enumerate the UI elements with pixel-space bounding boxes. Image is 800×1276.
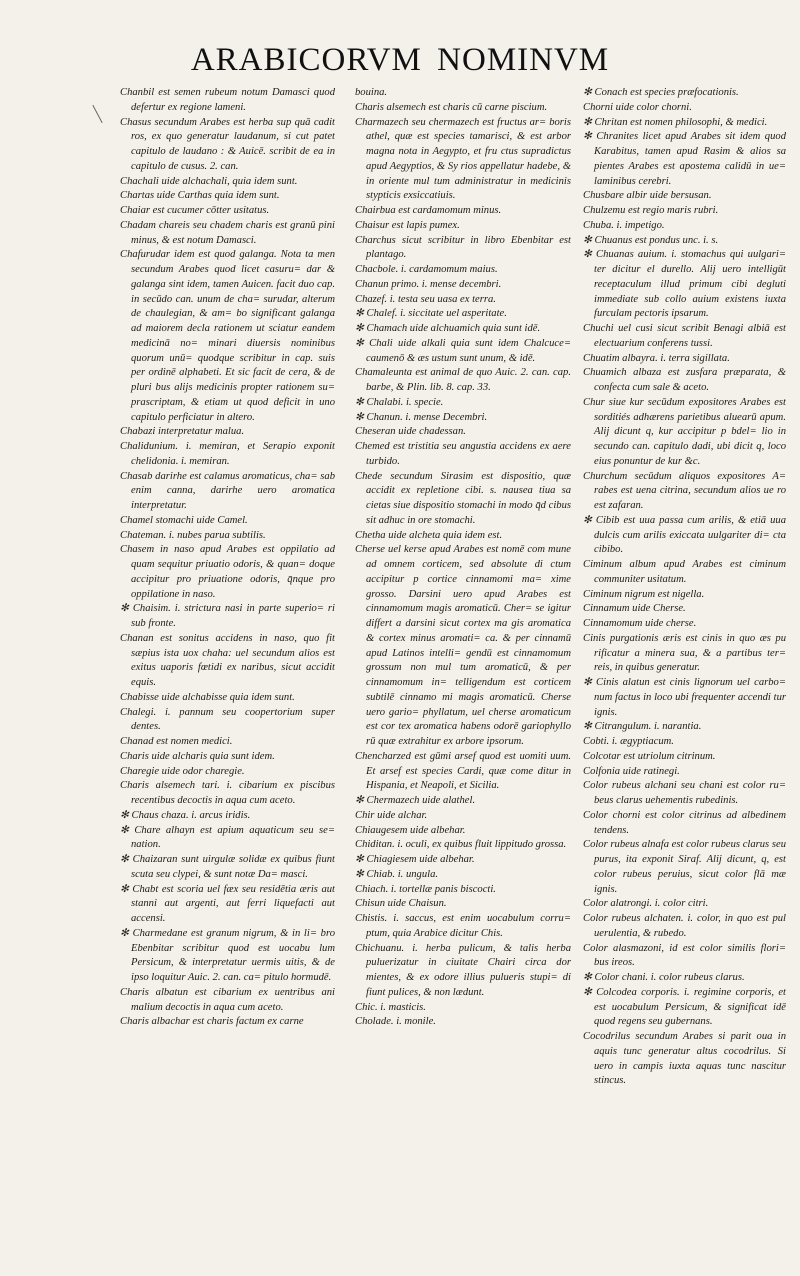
glossary-entry: ✻ Chranites licet apud Arabes sit idem quod Karabitus, tamen apud Rasim & alios sa pientes Arabes est apostema calidū in ue= laminibus cerebri. — [583, 131, 786, 187]
glossary-entry: Color alatrongi. i. color citri. — [583, 898, 709, 910]
glossary-entry: ✻ Chaus chaza. i. arcus iridis. — [120, 809, 251, 821]
glossary-entry: Chuchi uel cusi sicut scribit Benagi albiā est electuarium conferens tussi. — [583, 323, 786, 349]
glossary-entry: Charis albatun est cibarium ex uentribus ani malium decoctis in aqua cum aceto. — [120, 986, 335, 1013]
glossary-entry: Chanan est sonitus accidens in naso, quo fit sæpius ista uox chaha: uel secundum alios est exitus uaporis fœtidi ex naribus, sicut accidit equis. — [120, 632, 335, 688]
glossary-entry: Chorni uide color chorni. — [583, 101, 692, 113]
glossary-entry: Chaisur est lapis pumex. — [355, 219, 460, 231]
glossary-entry: Chanbil est semen rubeum notum Damasci quod defertur ex regione lameni. — [120, 87, 335, 113]
glossary-entry: Chadam chareis seu chadem charis est granū pini minus, & est notum Damasci. — [120, 219, 335, 246]
glossary-entry: ✻ Chaizaran sunt uirgulæ solidæ ex quibus fiunt scuta seu clypei, & sunt notæ Da= masci. — [120, 854, 335, 880]
glossary-entry: Charmazech seu chermazech est fructus ar= boris athel, quæ est species tamarisci, & est arbor magna nota in Aegypto, et fru ctus supradictus apud Aegyptios, & Sy rios appellatur hadebe, & in oriente mul tum administratur in medicinis stypticis exsiccatiuis. — [355, 116, 571, 202]
glossary-entry: Chistis. i. saccus, est enim uocabulum corru= ptum, quia Arabice dicitur Chis. — [355, 913, 571, 939]
glossary-entry: ✻ Chamach uide alchuamich quia sunt idē. — [355, 323, 541, 334]
glossary-entry: Chuamich albaza est zusfara præparata, & confecta cum sale & aceto. — [583, 367, 786, 393]
glossary-entry: Chusbare albir uide bersusan. — [583, 190, 712, 202]
glossary-entry: ✻ Chali uide alkali quia sunt idem Chalcuce= caumenō & æs ustum sunt unum, & idē. — [355, 337, 571, 364]
glossary-entry: Chalegi. i. pannum seu coopertorium super dentes. — [120, 706, 335, 733]
glossary-entry: Chaiar est cucumer cōtter usitatus. — [120, 205, 270, 216]
glossary-entry: bouina. — [355, 87, 388, 98]
glossary-entry: Cinis purgationis æris est cinis in quo æs pu rificatur a minera sua, & a partibus ter= reis, in quibus generatur. — [583, 632, 786, 674]
glossary-entry: Chamel stomachi uide Camel. — [120, 514, 248, 526]
glossary-entry: ✻ Chanun. i. mense Decembri. — [355, 411, 488, 423]
glossary-entry: Chulzemu est regio maris rubri. — [583, 205, 719, 216]
margin-stroke — [92, 105, 102, 123]
glossary-entry: Color chorni est color citrinus ad albedinem tendens. — [583, 809, 786, 836]
glossary-entry: ✻ Color chani. i. color rubeus clarus. — [583, 972, 745, 983]
glossary-entry: Chetha uide alcheta quia idem est. — [355, 529, 503, 541]
glossary-entry: ✻ Chuanas auium. i. stomachus qui uulgari= ter dicitur el durello. Alij uero intelligūt receptaculum illud primum cibi degluti immediate sub collo auium existens iuxta furculam pectoris ipsarum. — [583, 249, 786, 320]
glossary-entry: Chafurudar idem est quod galanga. Nota ta men secundum Arabes quod licet casuru= dar & galanga sint idem, tamen Auicen. facit duo cap. in secūdo can. unum de cha= surudar, alterum de chaulegian, & am= bo significant galanga ad maiorem decla rationem ut sciatur eandem medicinā no= minari diuersis nominibus quorum unū= quodque scribitur in cap. suis per ordinē alphabeti. Et sic facit de cera, & de pluri bus alijs medicinis propter rationem su= prascriptam, & etiam ut quod deficit in uno capitulo perficiatur in altero. — [120, 249, 335, 423]
glossary-entry: Cobti. i. ægyptiacum. — [583, 736, 674, 747]
glossary-entry: Cinnamomum uide cherse. — [583, 618, 697, 629]
glossary-entry: ✻ Chritan est nomen philosophi, & medici. — [583, 116, 768, 128]
glossary-entry: ✻ Chuanus est pondus unc. i. s. — [583, 234, 719, 246]
glossary-entry: Chasab darirhe est calamus aromaticus, cha= sab enim canna, darirhe uero aromatica interpretatur. — [120, 470, 335, 511]
glossary-entry: Chamaleunta est animal de quo Auic. 2. can. cap. barbe, & Plin. lib. 8. cap. 33. — [355, 367, 571, 393]
glossary-entry: ✻ Chare alhayn est apium aquaticum seu se= nation. — [120, 824, 335, 851]
glossary-entry: Chasus secundum Arabes est herba sup quā cadit ros, ex quo generatur laudanum, si cut patet capitulo de laudano : & Auicē. scribit de ea in capitulo de cusus. 2. can. — [120, 116, 335, 172]
glossary-entry: ✻ Chalef. i. siccitate uel asperitate. — [355, 308, 507, 320]
glossary-entry: ✻ Chiab. i. ungula. — [355, 868, 439, 880]
glossary-entry: Chacbole. i. cardamomum maius. — [355, 264, 498, 275]
glossary-entry: Chic. i. masticis. — [355, 1001, 426, 1013]
glossary-entry: Chuatim albayra. i. terra sigillata. — [583, 352, 730, 364]
glossary-entry: Chisun uide Chaisun. — [355, 898, 447, 910]
glossary-entry: Chazef. i. testa seu uasa ex terra. — [355, 293, 496, 305]
text-column-3 — [583, 86, 786, 1256]
glossary-entry: Churchum secūdum aliquos expositores A= rabes est uena citrina, secundum alios ue ro est zafaran. — [583, 470, 786, 511]
glossary-entry: Chur siue kur secūdum expositores Arabes est sorditiés adhærens parietibus aluearū apum. Alij dicunt q, kur accipitur p bdel= lio in secundo can. capitulo dadi, ubi dicit q, loco eius ponuntur de kur &c. — [583, 396, 786, 467]
glossary-entry: Chichuanu. i. herba pulicum, & talis herba puluerizatur in ciuitate Chairi circa dor mientes, & ex odore illius pulueris stupi= di fiunt pulices, & non lædunt. — [355, 942, 571, 998]
glossary-entry: Chanad est nomen medici. — [120, 736, 233, 747]
glossary-entry: ✻ Chalabi. i. specie. — [355, 396, 444, 408]
glossary-entry: Chalidunium. i. memiran, et Serapio exponit chelidonia. i. memiran. — [120, 441, 335, 467]
glossary-entry: Chuba. i. impetigo. — [583, 219, 665, 231]
glossary-entry: Chasem in naso apud Arabes est oppilatio ad quam sequitur priuatio odoris, & quan= doque accipitur pro priuatione odoris, q̄nque pro oppilatione in naso. — [120, 544, 335, 600]
glossary-entry: Colfonia uide ratinegi. — [583, 765, 680, 777]
glossary-entry: Chiditan. i. oculi, ex quibus fluit lippitudo grossa. — [355, 839, 567, 851]
glossary-entry: Chemed est tristitia seu angustia accidens ex aere turbido. — [355, 441, 571, 467]
glossary-entry: Chiach. i. tortellæ panis biscocti. — [355, 883, 496, 895]
glossary-entry: ✻ Chiagiesem uide albehar. — [355, 854, 475, 865]
glossary-entry: ✻ Chabt est scoria uel fæx seu residētia æris aut stanni aut argenti, aut ferri liquefacti aut accensi. — [120, 883, 335, 924]
glossary-entry: ✻ Chermazech uide alathel. — [355, 795, 476, 806]
glossary-entry: ✻ Conach est species præfocationis. — [583, 87, 739, 98]
glossary-entry: Charegie uide odor charegie. — [120, 765, 245, 777]
glossary-entry: Chir uide alchar. — [355, 809, 428, 821]
glossary-entry: Ciminum nigrum est nigella. — [583, 588, 705, 600]
glossary-entry: Chabazi interpretatur malua. — [120, 426, 245, 438]
glossary-entry: Charis alsemech tari. i. cibarium ex piscibus recentibus decoctis in aqua cum aceto. — [120, 780, 335, 806]
glossary-entry: Color alasmazoni, id est color similis flori= bus ireos. — [583, 942, 786, 969]
glossary-entry: Chabisse uide alchabisse quia idem sunt. — [120, 691, 295, 703]
glossary-entry: Cholade. i. monile. — [355, 1016, 436, 1028]
glossary-entry: Cherse uel kerse apud Arabes est nomē com mune ad omnem corticem, sed absolute di ctum accipitur p cortice cinnamomi ma= xime grosso. Darsini uero apud Arabes est cinnamomum magis aromaticū. Cher= se igitur differt a darsini sicut cortex ma gis aromatica & cortex minus aromati= ca. & per cinnamū apud Latinos intelli= gendū est cinnamomum grossum non mul tum aromaticū, & per cinnamomum in= telligendum est corticem subtilē cinnamo mi magis aromaticū. Cherse uero gario= phyllatum, uel cherse aromaticum est cor tex aromatica habens odorē gariophyllo rū quæ extrahitur ex arbore ipsorum. — [355, 544, 571, 747]
glossary-entry: Charchus sicut scribitur in libro Ebenbitar est plantago. — [355, 234, 571, 261]
glossary-entry: Colcotar est utriolum citrinum. — [583, 750, 716, 762]
glossary-entry: Chateman. i. nubes parua subtilis. — [120, 529, 266, 541]
glossary-entry: ✻ Cinis alatun est cinis lignorum uel carbo= num factus in loco ubi frequenter accendi tur ignis. — [583, 677, 786, 718]
glossary-entry: Charis albachar est charis factum ex carne — [120, 1016, 304, 1028]
glossary-entry: Chairbua est cardamomum minus. — [355, 205, 502, 216]
glossary-entry: Color rubeus alchani seu chani est color ru= beus clarus uehementis rubedinis. — [583, 780, 786, 806]
text-column-1 — [120, 86, 335, 1256]
glossary-entry: ✻ Colcodea corporis. i. regimine corporis, et est uocabulum Persicum, & significat idē quod regens seu gubernans. — [583, 986, 786, 1028]
glossary-entry: Chencharzed est gūmi arsef quod est uomiti uum. Et arsef est species Cardi, quæ come ditur in Hispania, et Neapoli, et Sicilia. — [355, 750, 571, 792]
glossary-entry: Cocodrilus secundum Arabes si parit oua in aquis tunc generatur altus cocodrilus. Si uero in campis iuxta aquas tunc nascitur stincus. — [583, 1031, 786, 1087]
glossary-entry: Charis alsemech est charis cū carne piscium. — [355, 101, 548, 113]
glossary-entry: Color rubeus alnafa est color rubeus clarus seu purus, ita exponit Siraf. Alij dicunt, q, est color rubeus peruius, sicut color flā mæ ignis. — [583, 839, 786, 895]
glossary-entry: Cinnamum uide Cherse. — [583, 603, 686, 615]
text-column-2 — [355, 86, 571, 1256]
glossary-entry: Chanun primo. i. mense decembri. — [355, 278, 502, 290]
running-head: ARABICORVM NOMINVM — [190, 42, 610, 78]
glossary-entry: Ciminum album apud Arabes est ciminum communiter usitatum. — [583, 559, 786, 585]
glossary-entry: Cheseran uide chadessan. — [355, 426, 466, 438]
glossary-entry: ✻ Charmedane est granum nigrum, & in li= bro Ebenbitar scribitur quod est uocabu lum Persicum, & interpretatur uermis uitis, & de ipso loquitur Auic. 2. can. ca= pitulo hormudē. — [120, 927, 335, 983]
glossary-entry: Chiaugesem uide albehar. — [355, 824, 466, 836]
glossary-entry: Chachali uide alchachali, quia idem sunt. — [120, 175, 298, 187]
glossary-entry: ✻ Citrangulum. i. narantia. — [583, 721, 702, 733]
glossary-entry: ✻ Cibib est uua passa cum arilis, & etiā uua dulcis cum arilis exiccata uulgariter di= cta cibibo. — [583, 514, 786, 556]
glossary-entry: Chartas uide Carthas quia idem sunt. — [120, 190, 280, 202]
glossary-entry: Chede secundum Sirasim est dispositio, quæ accidit ex repletione cibi. s. nausea tiua sa cietas siue dispositio stomachi in modo q̄d cibus sit adhuc in ore stomachi. — [355, 470, 571, 526]
glossary-entry: Charis uide alcharis quia sunt idem. — [120, 750, 275, 762]
glossary-entry: Color rubeus alchaten. i. color, in quo est pul uerulentia, & rubedo. — [583, 913, 786, 939]
glossary-entry: ✻ Chaisim. i. strictura nasi in parte superio= ri sub fronte. — [120, 603, 335, 629]
